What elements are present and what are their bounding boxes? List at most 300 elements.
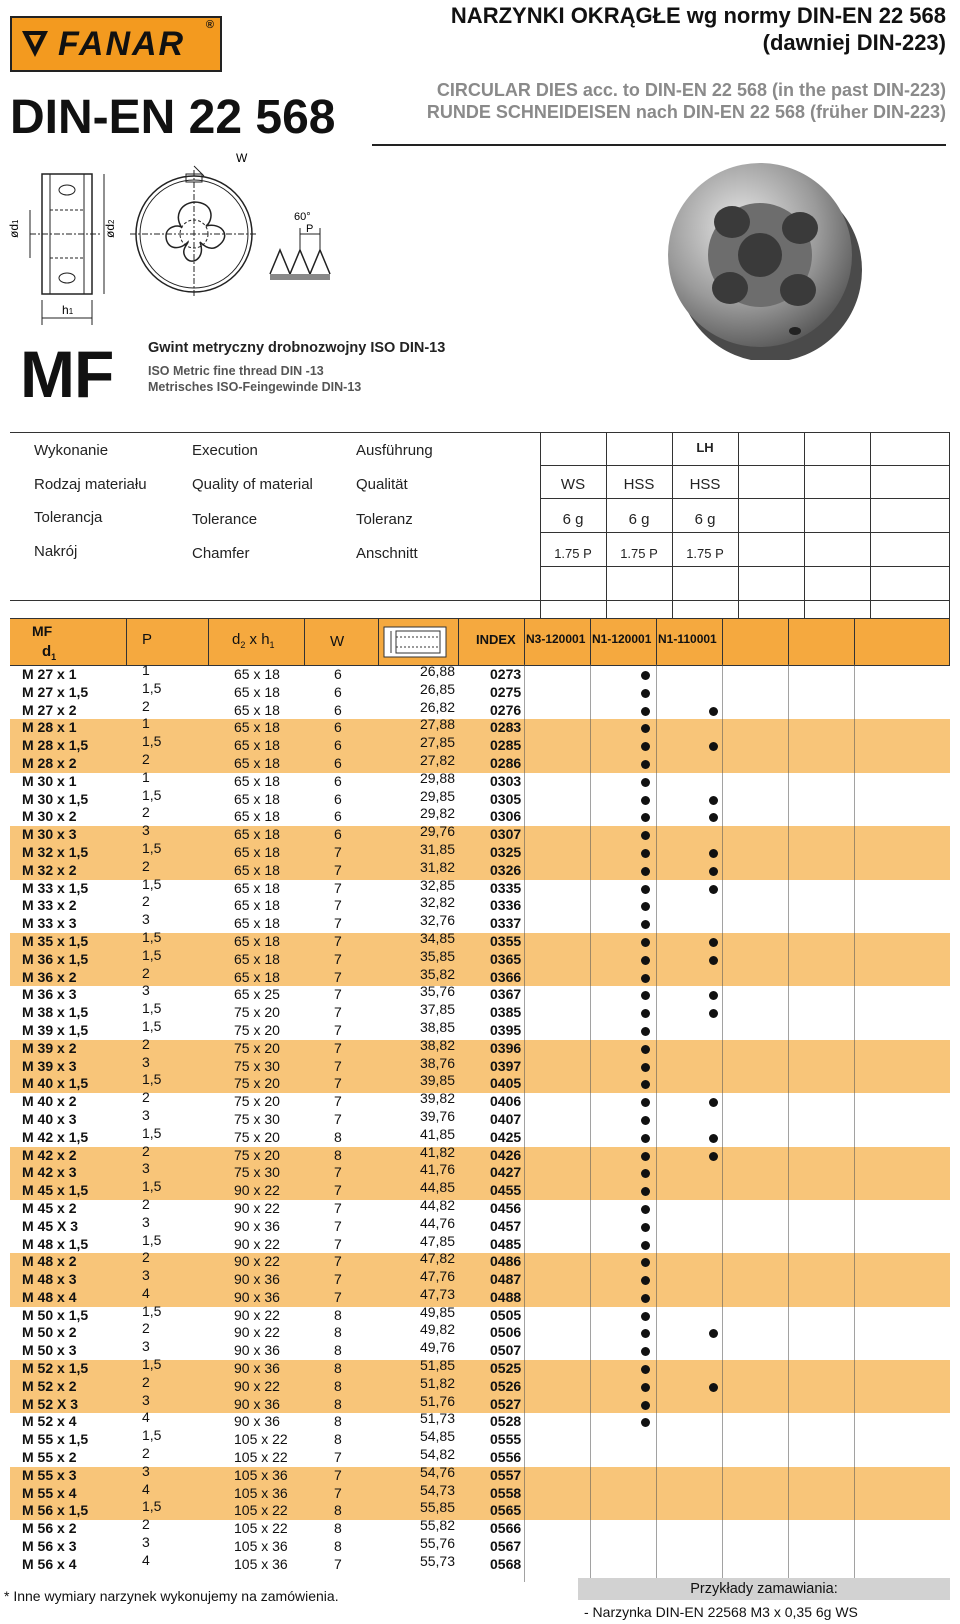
value-cell: 27,88 xyxy=(419,716,455,733)
index-cell: 0326 xyxy=(490,861,522,878)
index-cell: 0303 xyxy=(490,772,522,789)
value-cell: 54,73 xyxy=(419,1481,455,1498)
width-cell: 7 xyxy=(334,897,342,914)
table-row xyxy=(10,697,950,720)
availability-dot-icon xyxy=(641,1347,650,1356)
width-cell: 7 xyxy=(334,1466,342,1483)
ptab-rule xyxy=(10,600,950,601)
header-dh-sub1: 2 xyxy=(240,640,246,650)
availability-dot-icon xyxy=(641,849,650,858)
param-label-pl: Rodzaj materiału xyxy=(34,476,147,493)
availability-dot-icon xyxy=(641,1187,650,1196)
dimension-cell: 90 x 36 xyxy=(234,1413,280,1430)
index-cell: 0385 xyxy=(490,1004,522,1021)
availability-dot-icon xyxy=(641,724,650,733)
table-row xyxy=(10,1089,950,1111)
value-cell: 32,85 xyxy=(419,876,455,893)
table-header xyxy=(10,618,950,666)
width-cell: 7 xyxy=(334,950,342,967)
value-cell: 47,73 xyxy=(419,1285,455,1302)
pitch-cell: 1,5 xyxy=(142,733,162,750)
header-divider xyxy=(590,619,591,665)
value-cell: 32,76 xyxy=(419,912,455,929)
availability-dot-icon xyxy=(641,1116,650,1125)
size-cell: M 35 x 1,5 xyxy=(22,932,89,949)
width-cell: 6 xyxy=(334,737,342,754)
table-row xyxy=(10,946,950,969)
availability-dot-icon xyxy=(709,849,718,858)
availability-dot-icon xyxy=(641,1329,650,1338)
size-cell: M 38 x 1,5 xyxy=(22,1004,89,1021)
dimension-cell: 105 x 22 xyxy=(234,1520,288,1537)
dimension-cell: 90 x 36 xyxy=(234,1217,280,1234)
pitch-cell: 2 xyxy=(142,1445,150,1462)
index-cell: 0457 xyxy=(490,1217,522,1234)
header-divider xyxy=(208,619,209,665)
dimension-cell: 90 x 22 xyxy=(234,1324,280,1341)
width-cell: 7 xyxy=(334,1555,342,1572)
pitch-cell: 1,5 xyxy=(142,928,162,945)
size-cell: M 52 x 2 xyxy=(22,1377,77,1394)
param-value: 1.75 P xyxy=(620,546,658,561)
width-cell: 8 xyxy=(334,1128,342,1145)
pitch-cell: 1,5 xyxy=(142,946,162,963)
pitch-cell: 2 xyxy=(142,697,150,714)
fanar-v-icon xyxy=(20,27,50,61)
value-cell: 38,85 xyxy=(419,1018,455,1035)
die-product-photo xyxy=(660,150,870,360)
pitch-cell: 2 xyxy=(142,1320,150,1337)
availability-dot-icon xyxy=(709,1152,718,1161)
param-label-de: Qualität xyxy=(356,476,408,493)
index-cell: 0505 xyxy=(490,1306,522,1323)
size-cell: M 32 x 2 xyxy=(22,861,77,878)
size-cell: M 33 x 3 xyxy=(22,915,77,932)
index-cell: 0405 xyxy=(490,1075,522,1092)
pitch-cell: 1,5 xyxy=(142,1071,162,1088)
availability-dot-icon xyxy=(641,1276,650,1285)
width-cell: 6 xyxy=(334,719,342,736)
size-cell: M 36 x 3 xyxy=(22,986,77,1003)
value-cell: 44,85 xyxy=(419,1179,455,1196)
table-row xyxy=(10,1498,950,1520)
column-line xyxy=(656,664,657,1582)
table-row xyxy=(10,1035,950,1058)
table-row xyxy=(10,1017,950,1040)
availability-dot-icon xyxy=(641,885,650,894)
value-cell: 35,85 xyxy=(419,947,455,964)
value-cell: 54,85 xyxy=(419,1428,455,1445)
index-cell: 0325 xyxy=(490,843,522,860)
index-cell: 0406 xyxy=(490,1093,522,1110)
header-n1b: N1-110001 xyxy=(658,632,717,646)
dimension-cell: 65 x 18 xyxy=(234,754,280,771)
value-cell: 35,82 xyxy=(419,965,455,982)
pitch-cell: 1,5 xyxy=(142,1302,162,1319)
table-row xyxy=(10,964,950,987)
title-polish xyxy=(451,2,946,56)
dimension-cell: 90 x 36 xyxy=(234,1395,280,1412)
index-cell: 0366 xyxy=(490,968,522,985)
value-cell: 55,82 xyxy=(419,1517,455,1534)
index-cell: 0285 xyxy=(490,737,522,754)
table-row xyxy=(10,839,950,862)
dimension-cell: 65 x 18 xyxy=(234,701,280,718)
value-cell: 26,82 xyxy=(419,698,455,715)
header-divider xyxy=(949,619,950,665)
param-value: HSS xyxy=(623,476,655,493)
value-cell: 47,82 xyxy=(419,1250,455,1267)
availability-dot-icon xyxy=(641,974,650,983)
width-cell: 8 xyxy=(334,1502,342,1519)
column-line xyxy=(854,664,855,1582)
value-cell: 41,76 xyxy=(419,1161,455,1178)
fanar-logo xyxy=(10,16,222,72)
size-cell: M 56 x 3 xyxy=(22,1538,77,1555)
index-cell: 0507 xyxy=(490,1342,522,1359)
value-cell: 35,76 xyxy=(419,983,455,1000)
size-cell: M 45 x 1,5 xyxy=(22,1182,89,1199)
index-cell: 0397 xyxy=(490,1057,522,1074)
table-row xyxy=(10,786,950,809)
dimension-cell: 75 x 20 xyxy=(234,1004,280,1021)
column-line xyxy=(524,664,525,1582)
ptab-rule xyxy=(540,532,950,533)
index-cell: 0525 xyxy=(490,1360,522,1377)
width-cell: 7 xyxy=(334,861,342,878)
size-cell: M 27 x 2 xyxy=(22,701,77,718)
pitch-cell: 3 xyxy=(142,1338,150,1355)
pitch-cell: 4 xyxy=(142,1480,150,1497)
index-cell: 0486 xyxy=(490,1253,522,1270)
availability-dot-icon xyxy=(641,742,650,751)
size-cell: M 40 x 2 xyxy=(22,1093,77,1110)
availability-dot-icon xyxy=(709,707,718,716)
width-cell: 8 xyxy=(334,1520,342,1537)
availability-dot-icon xyxy=(709,1383,718,1392)
value-cell: 44,76 xyxy=(419,1214,455,1231)
ptab-rule xyxy=(540,566,950,567)
size-cell: M 50 x 1,5 xyxy=(22,1306,89,1323)
pitch-cell: 1,5 xyxy=(142,839,162,856)
value-cell: 44,82 xyxy=(419,1196,455,1213)
availability-dot-icon xyxy=(709,742,718,751)
w-label: W xyxy=(236,151,248,165)
header-dh xyxy=(232,631,275,650)
value-cell: 39,85 xyxy=(419,1072,455,1089)
availability-dot-icon xyxy=(709,867,718,876)
width-cell: 7 xyxy=(334,1484,342,1501)
header-d1-sub: 1 xyxy=(51,652,57,662)
pitch-cell: 1 xyxy=(142,768,150,785)
width-cell: 7 xyxy=(334,843,342,860)
dimension-cell: 65 x 18 xyxy=(234,772,280,789)
dimension-cell: 105 x 36 xyxy=(234,1484,288,1501)
index-cell: 0485 xyxy=(490,1235,522,1252)
availability-dot-icon xyxy=(641,1294,650,1303)
value-cell: 38,76 xyxy=(419,1054,455,1071)
header-dh-d: d xyxy=(232,631,241,648)
dimension-cell: 65 x 18 xyxy=(234,843,280,860)
value-cell: 55,85 xyxy=(419,1499,455,1516)
dimension-cell: 65 x 18 xyxy=(234,915,280,932)
index-cell: 0558 xyxy=(490,1484,522,1501)
table-row xyxy=(10,1427,950,1449)
pitch-cell: 1,5 xyxy=(142,875,162,892)
value-cell: 54,76 xyxy=(419,1463,455,1480)
width-cell: 7 xyxy=(334,1039,342,1056)
value-cell: 51,82 xyxy=(419,1374,455,1391)
order-example: - Narzynka DIN-EN 22568 M3 x 0,35 6g WS xyxy=(584,1604,858,1620)
ptab-rule xyxy=(540,465,950,466)
dimension-cell: 65 x 18 xyxy=(234,808,280,825)
width-cell: 6 xyxy=(334,683,342,700)
index-cell: 0487 xyxy=(490,1271,522,1288)
standard-code: DIN-EN 22 568 xyxy=(10,91,336,144)
size-cell: M 52 x 4 xyxy=(22,1413,77,1430)
table-row xyxy=(10,1391,950,1414)
table-row xyxy=(10,804,950,826)
dimension-cell: 75 x 20 xyxy=(234,1146,280,1163)
value-cell: 31,85 xyxy=(419,840,455,857)
index-cell: 0455 xyxy=(490,1182,522,1199)
size-cell: M 33 x 2 xyxy=(22,897,77,914)
die-section-icon xyxy=(382,625,448,659)
size-cell: M 30 x 1,5 xyxy=(22,790,89,807)
d2-label: ød2 xyxy=(103,219,117,238)
table-row xyxy=(10,1195,950,1218)
size-cell: M 27 x 1,5 xyxy=(22,683,89,700)
pitch-cell: 2 xyxy=(142,1373,150,1390)
width-cell: 7 xyxy=(334,1288,342,1305)
pitch-cell: 2 xyxy=(142,964,150,981)
width-cell: 7 xyxy=(334,932,342,949)
angle-label: 60° xyxy=(294,211,311,223)
width-cell: 8 xyxy=(334,1538,342,1555)
value-cell: 55,73 xyxy=(419,1552,455,1569)
availability-dot-icon xyxy=(641,956,650,965)
width-cell: 7 xyxy=(334,1057,342,1074)
ptab-vline xyxy=(540,432,541,632)
pitch-cell: 2 xyxy=(142,1035,150,1052)
availability-dot-icon xyxy=(641,707,650,716)
table-row xyxy=(10,1356,950,1378)
width-cell: 7 xyxy=(334,1004,342,1021)
index-cell: 0396 xyxy=(490,1039,522,1056)
width-cell: 7 xyxy=(334,1021,342,1038)
availability-dot-icon xyxy=(641,938,650,947)
pitch-cell: 2 xyxy=(142,893,150,910)
dimension-cell: 90 x 22 xyxy=(234,1306,280,1323)
ptab-rule xyxy=(540,498,950,499)
availability-dot-icon xyxy=(641,1383,650,1392)
size-cell: M 50 x 2 xyxy=(22,1324,77,1341)
availability-dot-icon xyxy=(641,778,650,787)
table-row xyxy=(10,1071,950,1093)
table-row xyxy=(10,893,950,915)
value-cell: 37,85 xyxy=(419,1001,455,1018)
width-cell: 7 xyxy=(334,879,342,896)
param-value: 1.75 P xyxy=(686,546,724,561)
index-cell: 0555 xyxy=(490,1431,522,1448)
pitch-cell: 3 xyxy=(142,911,150,928)
pitch-cell: 3 xyxy=(142,1534,150,1551)
d1-label: ød1 xyxy=(7,219,21,238)
pitch-cell: 2 xyxy=(142,1249,150,1266)
param-label-en: Tolerance xyxy=(192,511,258,528)
title-german: RUNDE SCHNEIDEISEN nach DIN-EN 22 568 (früher DIN-223) xyxy=(426,102,946,122)
size-cell: M 48 x 3 xyxy=(22,1271,77,1288)
dimension-cell: 90 x 36 xyxy=(234,1342,280,1359)
index-cell: 0425 xyxy=(490,1128,522,1145)
dimension-cell: 90 x 22 xyxy=(234,1235,280,1252)
size-cell: M 55 x 1,5 xyxy=(22,1431,89,1448)
dimension-cell: 90 x 36 xyxy=(234,1288,280,1305)
table-row xyxy=(10,1534,950,1556)
width-cell: 7 xyxy=(334,1182,342,1199)
index-cell: 0365 xyxy=(490,950,522,967)
width-cell: 7 xyxy=(334,1164,342,1181)
column-line xyxy=(590,664,591,1582)
width-cell: 7 xyxy=(334,986,342,1003)
ptab-vline xyxy=(738,432,739,632)
width-cell: 8 xyxy=(334,1431,342,1448)
dimension-cell: 90 x 22 xyxy=(234,1199,280,1216)
pitch-cell: 1,5 xyxy=(142,1498,162,1515)
size-cell: M 30 x 1 xyxy=(22,772,77,789)
index-cell: 0305 xyxy=(490,790,522,807)
value-cell: 39,76 xyxy=(419,1107,455,1124)
brand-name: FANAR xyxy=(58,25,186,63)
ptab-vline xyxy=(949,432,950,632)
size-cell: M 40 x 1,5 xyxy=(22,1075,89,1092)
table-row xyxy=(10,1249,950,1271)
index-cell: 0506 xyxy=(490,1324,522,1341)
availability-dot-icon xyxy=(641,813,650,822)
pitch-cell: 2 xyxy=(142,804,150,821)
index-cell: 0567 xyxy=(490,1538,522,1555)
pitch-cell: 1,5 xyxy=(142,1178,162,1195)
header-divider xyxy=(126,619,127,665)
index-cell: 0557 xyxy=(490,1466,522,1483)
param-label-en: Quality of material xyxy=(192,476,313,493)
table-row xyxy=(10,1142,950,1165)
pitch-cell: 2 xyxy=(142,857,150,874)
ptab-vline xyxy=(606,432,607,632)
availability-dot-icon xyxy=(641,1241,650,1250)
index-cell: 0427 xyxy=(490,1164,522,1181)
width-cell: 6 xyxy=(334,701,342,718)
size-cell: M 39 x 2 xyxy=(22,1039,77,1056)
size-cell: M 56 x 1,5 xyxy=(22,1502,89,1519)
table-row xyxy=(10,1320,950,1342)
pitch-cell: 4 xyxy=(142,1551,150,1568)
param-value: 1.75 P xyxy=(554,546,592,561)
width-cell: 8 xyxy=(334,1324,342,1341)
size-cell: M 55 x 2 xyxy=(22,1449,77,1466)
size-cell: M 39 x 3 xyxy=(22,1057,77,1074)
index-cell: 0286 xyxy=(490,754,522,771)
size-cell: M 52 X 3 xyxy=(22,1395,79,1412)
pitch-cell: 3 xyxy=(142,822,150,839)
header-rule xyxy=(372,144,946,146)
width-cell: 6 xyxy=(334,772,342,789)
header-divider xyxy=(378,619,379,665)
value-cell: 38,82 xyxy=(419,1036,455,1053)
size-cell: M 28 x 1,5 xyxy=(22,737,89,754)
availability-dot-icon xyxy=(709,956,718,965)
pitch-cell: 3 xyxy=(142,1213,150,1230)
table-row xyxy=(10,1267,950,1289)
param-label-en: Execution xyxy=(192,442,258,459)
dimension-cell: 105 x 36 xyxy=(234,1538,288,1555)
size-cell: M 28 x 2 xyxy=(22,754,77,771)
pitch-cell: 2 xyxy=(142,750,150,767)
value-cell: 49,82 xyxy=(419,1321,455,1338)
pitch-cell: 3 xyxy=(142,1106,150,1123)
availability-dot-icon xyxy=(641,1098,650,1107)
dimension-cell: 75 x 20 xyxy=(234,1093,280,1110)
table-row xyxy=(10,1445,950,1467)
index-cell: 0488 xyxy=(490,1288,522,1305)
availability-dot-icon xyxy=(641,1009,650,1018)
index-cell: 0568 xyxy=(490,1555,522,1572)
availability-dot-icon xyxy=(641,920,650,929)
value-cell: 26,88 xyxy=(419,663,455,679)
availability-dot-icon xyxy=(709,1009,718,1018)
header-index: INDEX xyxy=(476,632,516,647)
value-cell: 32,82 xyxy=(419,894,455,911)
availability-dot-icon xyxy=(641,1134,650,1143)
dimension-cell: 90 x 22 xyxy=(234,1377,280,1394)
pitch-cell: 3 xyxy=(142,1160,150,1177)
pitch-cell: 2 xyxy=(142,1516,150,1533)
dimension-cell: 65 x 18 xyxy=(234,683,280,700)
index-cell: 0355 xyxy=(490,932,522,949)
availability-dot-icon xyxy=(641,796,650,805)
table-row xyxy=(10,1231,950,1254)
width-cell: 7 xyxy=(334,915,342,932)
availability-dot-icon xyxy=(641,1223,650,1232)
size-cell: M 39 x 1,5 xyxy=(22,1021,89,1038)
availability-dot-icon xyxy=(641,1312,650,1321)
dimension-cell: 75 x 30 xyxy=(234,1110,280,1127)
dimension-cell: 75 x 20 xyxy=(234,1021,280,1038)
width-cell: 7 xyxy=(334,1449,342,1466)
width-cell: 8 xyxy=(334,1146,342,1163)
value-cell: 49,76 xyxy=(419,1339,455,1356)
table-row xyxy=(10,733,950,755)
index-cell: 0275 xyxy=(490,683,522,700)
header-divider xyxy=(524,619,525,665)
pitch-cell: 2 xyxy=(142,1089,150,1106)
size-cell: M 48 x 1,5 xyxy=(22,1235,89,1252)
value-cell: 51,76 xyxy=(419,1392,455,1409)
index-cell: 0367 xyxy=(490,986,522,1003)
dimension-cell: 75 x 20 xyxy=(234,1039,280,1056)
header-divider xyxy=(304,619,305,665)
index-cell: 0336 xyxy=(490,897,522,914)
ptab-vline xyxy=(672,432,673,632)
index-cell: 0528 xyxy=(490,1413,522,1430)
value-cell: 54,82 xyxy=(419,1446,455,1463)
param-value: 6 g xyxy=(562,511,584,528)
index-cell: 0273 xyxy=(490,666,522,682)
pitch-cell: 1,5 xyxy=(142,786,162,803)
width-cell: 7 xyxy=(334,1075,342,1092)
pitch-cell: 1,5 xyxy=(142,679,162,696)
param-value: WS xyxy=(560,476,586,493)
